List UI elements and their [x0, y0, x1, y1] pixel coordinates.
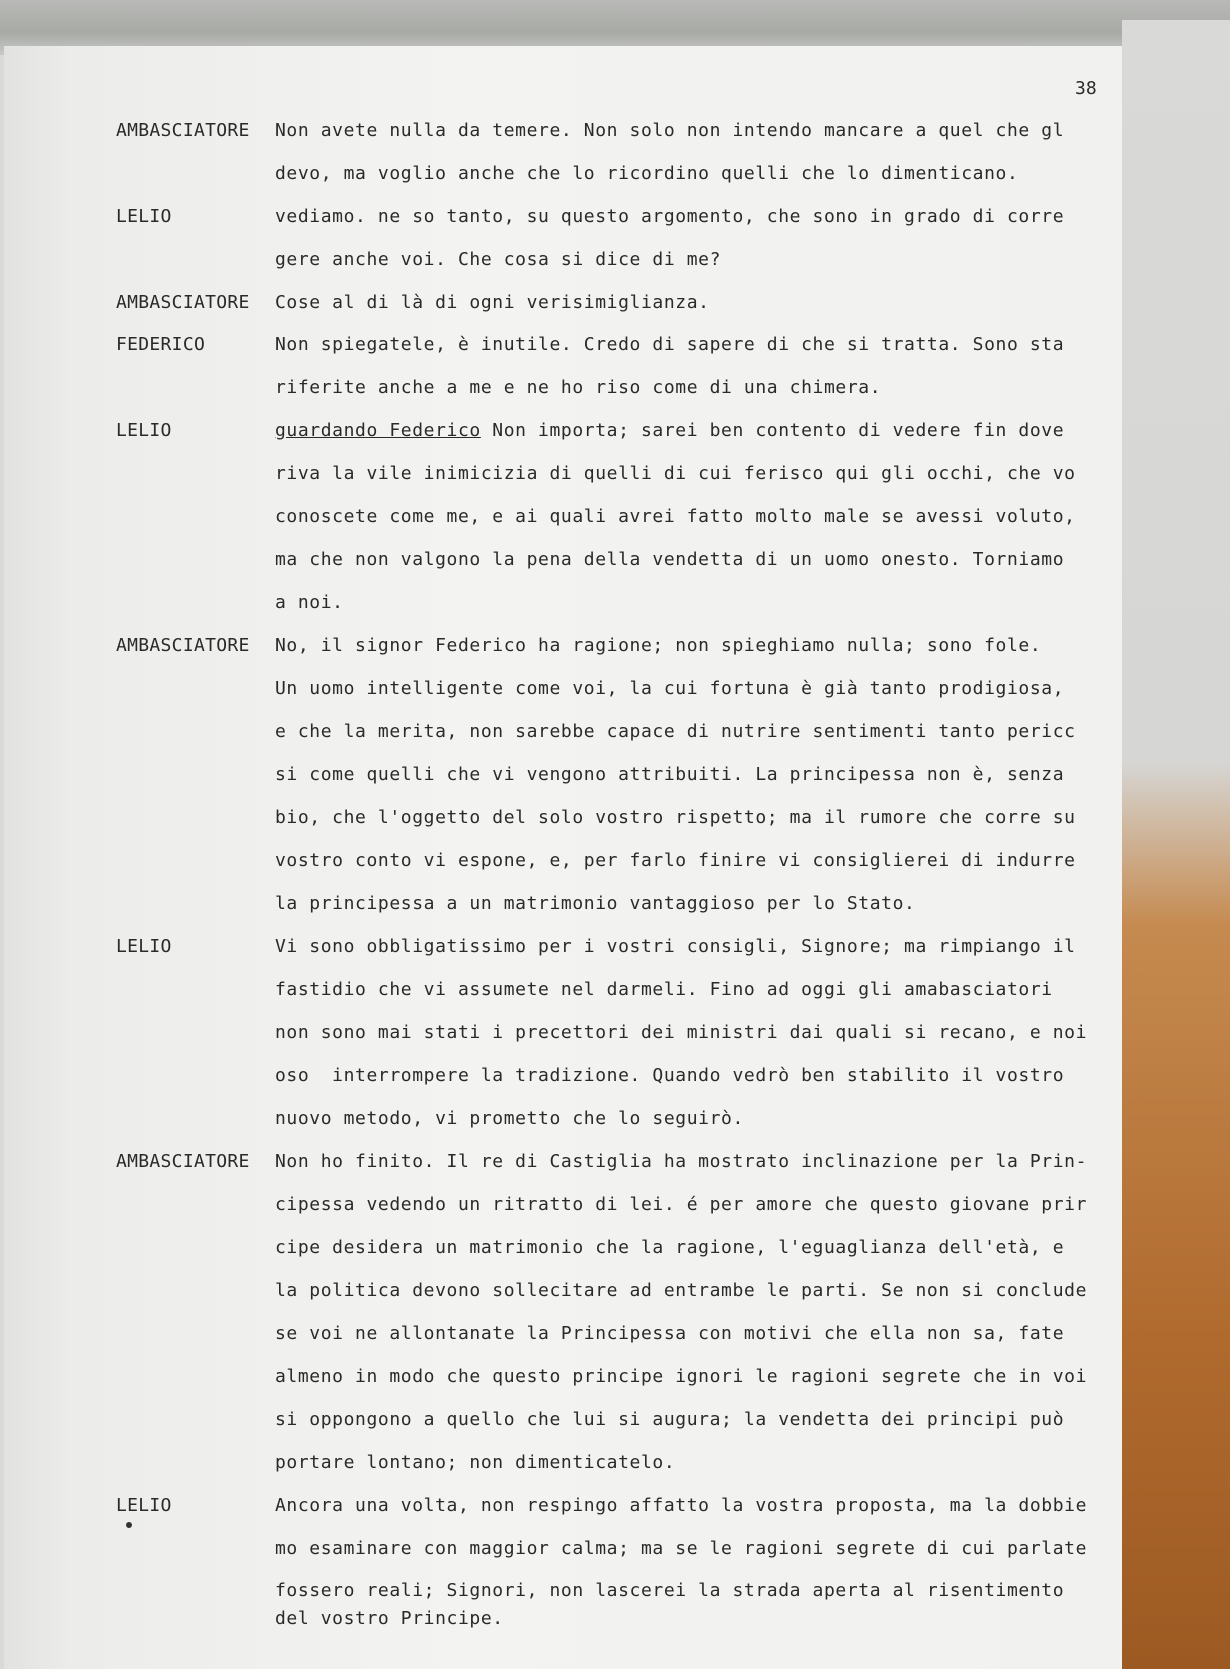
dialogue-line: Un uomo intelligente come voi, la cui fortuna è già tanto prodigiosa,: [275, 678, 1065, 699]
dialogue-line: gere anche voi. Che cosa si dice di me?: [275, 249, 722, 270]
dialogue-line: nuovo metodo, vi prometto che lo seguirò.: [275, 1108, 744, 1129]
dialogue-line: la politica devono sollecitare ad entrambe le parti. Se non si conclude: [275, 1280, 1088, 1301]
dialogue-line: No, il signor Federico ha ragione; non spieghiamo nulla; sono fole.: [275, 635, 1042, 656]
dialogue-line: mo esaminare con maggior calma; ma se le ragioni segrete di cui parlate: [275, 1538, 1088, 1559]
speaker-name: LELIO: [116, 206, 172, 227]
dialogue-line: riva la vile inimicizia di quelli di cui ferisco qui gli occhi, che vo: [275, 463, 1076, 484]
margin-mark: [126, 1522, 132, 1528]
dialogue-line: devo, ma voglio anche che lo ricordino quelli che lo dimenticano.: [275, 163, 1019, 184]
dialogue-line: Non spiegatele, è inutile. Credo di sapere di che si tratta. Sono sta: [275, 334, 1065, 355]
dialogue-line: si oppongono a quello che lui si augura; la vendetta dei principi può: [275, 1409, 1065, 1430]
dialogue-line: vostro conto vi espone, e, per farlo finire vi consiglierei di indurre: [275, 850, 1076, 871]
dialogue-line: Ancora una volta, non respingo affatto la vostra proposta, ma la dobbie: [275, 1495, 1088, 1516]
speaker-name: FEDERICO: [116, 334, 206, 355]
dialogue-line: Non avete nulla da temere. Non solo non intendo mancare a quel che gl: [275, 120, 1065, 141]
dialogue-line: non sono mai stati i precettori dei ministri dai quali si recano, e noi: [275, 1022, 1088, 1043]
page-number: 38: [1075, 78, 1097, 99]
speaker-name: LELIO: [116, 420, 172, 441]
speaker-name: AMBASCIATORE: [116, 292, 250, 313]
dialogue-line: fastidio che vi assumete nel darmeli. Fino ad oggi gli amabasciatori: [275, 979, 1053, 1000]
dialogue-line: bio, che l'oggetto del solo vostro rispetto; ma il rumore che corre su: [275, 807, 1076, 828]
stage-direction: guardando Federico: [275, 420, 481, 441]
dialogue-line: si come quelli che vi vengono attribuiti. La principessa non è, senza: [275, 764, 1065, 785]
dialogue-line: cipe desidera un matrimonio che la ragione, l'eguaglianza dell'età, e: [275, 1237, 1065, 1258]
dialogue-line: fossero reali; Signori, non lascerei la strada aperta al risentimento: [275, 1580, 1065, 1601]
speaker-name: LELIO: [116, 936, 172, 957]
dialogue-line: cipessa vedendo un ritratto di lei. é per amore che questo giovane prir: [275, 1194, 1088, 1215]
dialogue-line: se voi ne allontanate la Principessa con motivi che ella non sa, fate: [275, 1323, 1065, 1344]
dialogue-line: la principessa a un matrimonio vantaggioso per lo Stato.: [275, 893, 916, 914]
dialogue-line: ma che non valgono la pena della vendetta di un uomo onesto. Torniamo: [275, 549, 1065, 570]
dialogue-line: Vi sono obbligatissimo per i vostri consigli, Signore; ma rimpiango il: [275, 936, 1076, 957]
scan-right-margin: [1122, 20, 1230, 1669]
dialogue-line: portare lontano; non dimenticatelo.: [275, 1452, 676, 1473]
speaker-name: AMBASCIATORE: [116, 120, 250, 141]
dialogue-line: [275, 420, 1064, 441]
speaker-name: LELIO: [116, 1495, 172, 1516]
dialogue-line: a noi.: [275, 592, 344, 613]
dialogue-line: conoscete come me, e ai quali avrei fatto molto male se avessi voluto,: [275, 506, 1076, 527]
dialogue-line: Cose al di là di ogni verisimiglianza.: [275, 292, 710, 313]
dialogue-line: vediamo. ne so tanto, su questo argomento, che sono in grado di corre: [275, 206, 1065, 227]
dialogue-line: Non ho finito. Il re di Castiglia ha mostrato inclinazione per la Prin-: [275, 1151, 1088, 1172]
speaker-name: AMBASCIATORE: [116, 1151, 250, 1172]
dialogue-text: Non importa; sarei ben contento di vedere fin dove: [480, 420, 1065, 441]
dialogue-line: del vostro Principe.: [275, 1608, 504, 1629]
dialogue-line: almeno in modo che questo principe ignori le ragioni segrete che in voi: [275, 1366, 1088, 1387]
dialogue-line: oso interrompere la tradizione. Quando vedrò ben stabilito il vostro: [275, 1065, 1065, 1086]
dialogue-line: e che la merita, non sarebbe capace di nutrire sentimenti tanto pericc: [275, 721, 1076, 742]
speaker-name: AMBASCIATORE: [116, 635, 250, 656]
dialogue-line: riferite anche a me e ne ho riso come di una chimera.: [275, 377, 882, 398]
